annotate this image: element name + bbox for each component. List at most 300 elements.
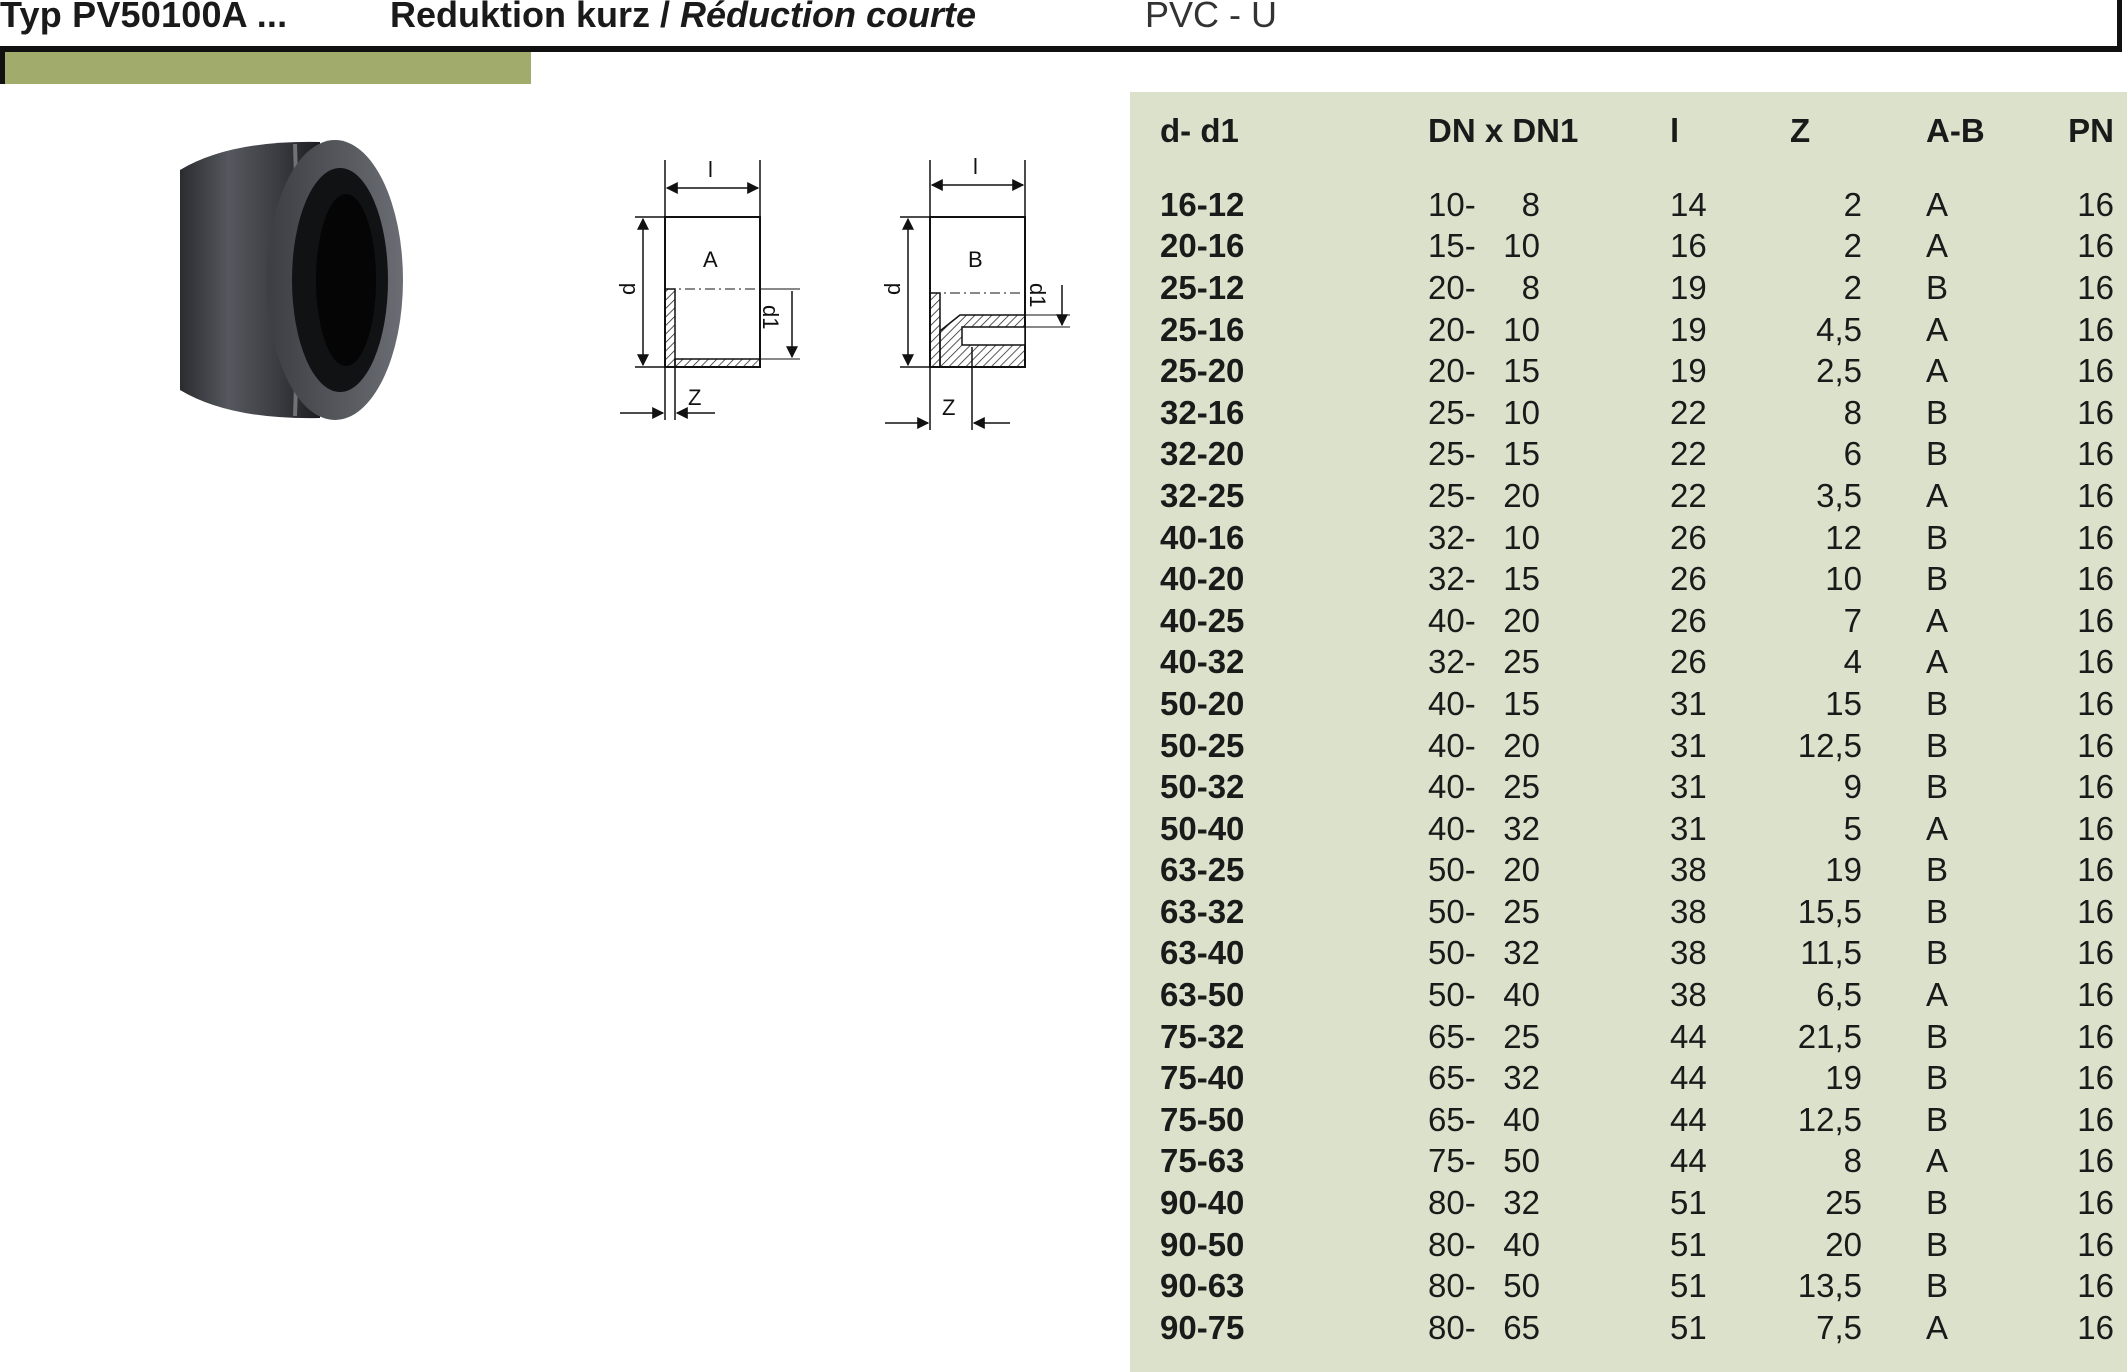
cell-pn: 16 [2077,352,2114,390]
cell-dn1: 20 [1503,726,1540,764]
cell-l: 26 [1670,643,1707,681]
cell-l: 51 [1670,1267,1707,1305]
cell-z [1790,267,1926,309]
cell-pn: 16 [2077,934,2114,972]
cell-l: 19 [1670,352,1707,390]
cell-l: 31 [1670,684,1707,722]
cell-z-value: 9 [1843,768,1862,806]
cell-l: 22 [1670,435,1707,473]
cell-a-b: B [1926,892,1949,930]
cell-a-b: B [1926,1059,1949,1097]
cell-a-b: A [1926,185,1949,223]
cell-d-d1: 90-40 [1160,1184,1245,1222]
cell-dn: 15- [1428,227,1476,265]
header-pn: PN [2068,112,2114,149]
table-row [1160,891,2114,933]
cell-z-value: 12 [1825,518,1862,556]
cell-pn: 16 [2077,809,2114,847]
cell-dn1: 10 [1503,518,1540,556]
cell-dn: 40- [1428,601,1476,639]
table-row [1160,600,2114,642]
cell-dn-dn1 [1428,226,1670,268]
cell-z-value: 6 [1843,435,1862,473]
cell-z-value: 2,5 [1816,352,1862,390]
cell-z-value: 4,5 [1816,310,1862,348]
cell-l: 38 [1670,976,1707,1014]
header-l: l [1670,112,1680,149]
cell-d-d1: 16-12 [1160,185,1245,223]
header-d-d1: d- d1 [1160,112,1239,149]
cell-dn-dn1 [1428,1141,1670,1183]
table-row [1160,933,2114,975]
cell-a-b: B [1926,1100,1949,1138]
cell-dn1: 20 [1503,476,1540,514]
cell-a-b: B [1926,435,1949,473]
cell-pn: 16 [2077,185,2114,223]
cell-l: 51 [1670,1308,1707,1346]
cell-dn-dn1 [1428,350,1670,392]
cell-a-b: A [1926,1308,1949,1346]
table-row [1160,1224,2114,1266]
table-row [1160,1057,2114,1099]
cell-a-b: B [1926,1225,1949,1263]
cell-dn: 40- [1428,726,1476,764]
cell-pn: 16 [2077,393,2114,431]
cell-pn: 16 [2077,684,2114,722]
cell-dn: 80- [1428,1308,1476,1346]
cell-pn: 16 [2077,518,2114,556]
cell-dn: 65- [1428,1059,1476,1097]
cell-l: 51 [1670,1225,1707,1263]
cell-a-b: B [1926,1184,1949,1222]
cell-z [1790,1265,1926,1307]
cell-a-b: B [1926,726,1949,764]
cell-l: 38 [1670,892,1707,930]
cell-d-d1: 25-16 [1160,310,1245,348]
cell-z-value: 8 [1843,393,1862,431]
cell-dn-dn1 [1428,600,1670,642]
cell-dn1: 32 [1503,809,1540,847]
cell-pn: 16 [2077,435,2114,473]
cell-dn: 25- [1428,393,1476,431]
cell-z [1790,891,1926,933]
cell-dn-dn1 [1428,891,1670,933]
cell-dn: 65- [1428,1100,1476,1138]
cell-d-d1: 25-20 [1160,352,1245,390]
table-row [1160,974,2114,1016]
cell-dn1: 40 [1503,1100,1540,1138]
cell-z-value: 21,5 [1797,1017,1862,1055]
cell-pn: 16 [2077,1100,2114,1138]
cell-d-d1: 20-16 [1160,227,1245,265]
cell-dn-dn1 [1428,1182,1670,1224]
cell-z [1790,1099,1926,1141]
cell-dn: 20- [1428,268,1476,306]
cell-a-b: B [1926,768,1949,806]
cell-dn1: 50 [1503,1142,1540,1180]
cell-a-b: A [1926,601,1949,639]
cell-z-value: 3,5 [1816,476,1862,514]
drawing-a-dim-d1: d1 [758,305,783,330]
cell-dn-dn1 [1428,1016,1670,1058]
cell-a-b: A [1926,227,1949,265]
cell-d-d1: 63-40 [1160,934,1245,972]
cell-z [1790,600,1926,642]
cell-dn1: 25 [1503,1017,1540,1055]
cell-dn-dn1 [1428,392,1670,434]
product-photo [160,130,420,430]
accent-bar [5,52,531,84]
title-french: Réduction courte [680,0,977,35]
header-z: Z [1790,112,1811,149]
cell-z-value: 20 [1825,1225,1862,1263]
cell-dn-dn1 [1428,850,1670,892]
cell-z-value: 15 [1825,684,1862,722]
cell-z [1790,1057,1926,1099]
cell-pn: 16 [2077,268,2114,306]
cell-dn: 80- [1428,1225,1476,1263]
cell-pn: 16 [2077,1017,2114,1055]
cell-pn: 16 [2077,1225,2114,1263]
cell-l: 22 [1670,476,1707,514]
table-row [1160,558,2114,600]
table-row [1160,850,2114,892]
cell-pn: 16 [2077,851,2114,889]
cell-z [1790,226,1926,268]
cell-d-d1: 32-16 [1160,393,1245,431]
cell-dn-dn1 [1428,517,1670,559]
cell-pn: 16 [2077,643,2114,681]
cell-dn1: 10 [1503,310,1540,348]
cell-pn: 16 [2077,726,2114,764]
cell-l: 31 [1670,768,1707,806]
cell-z [1790,558,1926,600]
drawing-variant-b [880,155,1110,440]
cell-pn: 16 [2077,976,2114,1014]
cell-dn: 80- [1428,1267,1476,1305]
cell-dn1: 10 [1503,393,1540,431]
cell-d-d1: 50-40 [1160,809,1245,847]
cell-z [1790,1224,1926,1266]
cell-z-value: 5 [1843,809,1862,847]
table-row [1160,642,2114,684]
cell-d-d1: 40-32 [1160,643,1245,681]
cell-dn1: 32 [1503,1184,1540,1222]
cell-dn: 80- [1428,1184,1476,1222]
table-row [1160,475,2114,517]
cell-dn1: 15 [1503,352,1540,390]
cell-d-d1: 75-40 [1160,1059,1245,1097]
cell-dn-dn1 [1428,1307,1670,1349]
cell-dn: 65- [1428,1017,1476,1055]
cell-z [1790,642,1926,684]
cell-z-value: 4 [1843,643,1862,681]
cell-dn: 40- [1428,768,1476,806]
cell-d-d1: 40-25 [1160,601,1245,639]
cell-z [1790,309,1926,351]
table-row [1160,517,2114,559]
cell-z-value: 8 [1843,1142,1862,1180]
cell-dn-dn1 [1428,184,1670,226]
cell-dn: 32- [1428,643,1476,681]
cell-dn: 25- [1428,435,1476,473]
cell-z-value: 7,5 [1816,1308,1862,1346]
cell-z-value: 25 [1825,1184,1862,1222]
cell-l: 31 [1670,726,1707,764]
cell-l: 38 [1670,851,1707,889]
cell-dn1: 20 [1503,851,1540,889]
cell-z-value: 12,5 [1797,726,1862,764]
cell-z [1790,1307,1926,1349]
cell-z-value: 2 [1843,227,1862,265]
cell-d-d1: 50-32 [1160,768,1245,806]
cell-a-b: A [1926,476,1949,514]
cell-dn1: 10 [1503,227,1540,265]
cell-a-b: A [1926,1142,1949,1180]
cell-dn-dn1 [1428,642,1670,684]
cell-dn: 25- [1428,476,1476,514]
header-dn-dn1: DN x DN1 [1428,112,1579,149]
cell-z-value: 19 [1825,851,1862,889]
cell-z [1790,1182,1926,1224]
cell-a-b: A [1926,352,1949,390]
cell-dn1: 25 [1503,768,1540,806]
cell-z-value: 2 [1843,185,1862,223]
drawing-a-dim-z: Z [688,385,702,410]
cell-pn: 16 [2077,476,2114,514]
cell-z [1790,1141,1926,1183]
cell-dn-dn1 [1428,808,1670,850]
header-a-b: A-B [1926,112,1985,149]
cell-pn: 16 [2077,768,2114,806]
cell-z [1790,808,1926,850]
material-label: PVC - U [1145,0,1278,35]
drawing-variant-a [615,155,845,440]
cell-dn1: 8 [1521,268,1540,306]
cell-dn1: 8 [1521,185,1540,223]
drawing-b-label: B [968,247,983,272]
cell-a-b: A [1926,809,1949,847]
cell-dn1: 32 [1503,1059,1540,1097]
table-row [1160,1099,2114,1141]
table-row [1160,766,2114,808]
cell-d-d1: 90-50 [1160,1225,1245,1263]
cell-d-d1: 75-63 [1160,1142,1245,1180]
cell-z [1790,1016,1926,1058]
cell-dn1: 50 [1503,1267,1540,1305]
cell-dn-dn1 [1428,267,1670,309]
cell-a-b: A [1926,310,1949,348]
cell-dn: 20- [1428,310,1476,348]
cell-dn-dn1 [1428,1224,1670,1266]
drawing-b-dim-d1: d1 [1025,283,1050,308]
cell-d-d1: 32-20 [1160,435,1245,473]
cell-d-d1: 75-50 [1160,1100,1245,1138]
cell-d-d1: 25-12 [1160,268,1245,306]
cell-dn1: 40 [1503,1225,1540,1263]
cell-a-b: A [1926,643,1949,681]
cell-dn1: 25 [1503,892,1540,930]
cell-dn: 50- [1428,976,1476,1014]
table-body [1160,184,2114,1349]
drawing-a-label: A [703,247,718,272]
cell-dn: 10- [1428,185,1476,223]
cell-l: 44 [1670,1059,1707,1097]
cell-d-d1: 75-32 [1160,1017,1245,1055]
cell-z-value: 10 [1825,560,1862,598]
cell-z-value: 2 [1843,268,1862,306]
cell-z [1790,683,1926,725]
cell-dn: 32- [1428,518,1476,556]
type-code: Typ PV50100A ... [0,0,288,35]
cell-dn1: 65 [1503,1308,1540,1346]
cell-dn-dn1 [1428,309,1670,351]
cell-d-d1: 40-16 [1160,518,1245,556]
table-row [1160,184,2114,226]
cell-dn: 50- [1428,934,1476,972]
table-row [1160,1141,2114,1183]
cell-dn1: 40 [1503,976,1540,1014]
table-row [1160,808,2114,850]
cell-dn: 50- [1428,892,1476,930]
cell-z [1790,766,1926,808]
cell-dn1: 32 [1503,934,1540,972]
cell-a-b: B [1926,934,1949,972]
title-german: Reduktion kurz / [390,0,681,35]
cell-dn-dn1 [1428,434,1670,476]
table-row [1160,267,2114,309]
cell-dn: 50- [1428,851,1476,889]
cell-dn-dn1 [1428,1099,1670,1141]
header-rule-right-tick [2117,0,2122,52]
cell-d-d1: 40-20 [1160,560,1245,598]
cell-pn: 16 [2077,1184,2114,1222]
cell-z [1790,350,1926,392]
cell-a-b: B [1926,518,1949,556]
cell-z [1790,725,1926,767]
cell-pn: 16 [2077,601,2114,639]
cell-dn: 40- [1428,809,1476,847]
cell-d-d1: 63-50 [1160,976,1245,1014]
cell-a-b: B [1926,1017,1949,1055]
cell-d-d1: 90-63 [1160,1267,1245,1305]
cell-pn: 16 [2077,1142,2114,1180]
cell-z [1790,517,1926,559]
cell-dn-dn1 [1428,1057,1670,1099]
cell-z-value: 12,5 [1797,1100,1862,1138]
cell-a-b: B [1926,393,1949,431]
cell-a-b: B [1926,1267,1949,1305]
product-title [390,0,976,36]
table-row [1160,309,2114,351]
cell-d-d1: 90-75 [1160,1308,1245,1346]
cell-dn-dn1 [1428,974,1670,1016]
cell-z-value: 6,5 [1816,976,1862,1014]
table-row [1160,1265,2114,1307]
cell-a-b: B [1926,560,1949,598]
cell-l: 19 [1670,268,1707,306]
cell-z [1790,184,1926,226]
cell-l: 26 [1670,601,1707,639]
cell-l: 26 [1670,560,1707,598]
cell-dn: 75- [1428,1142,1476,1180]
cell-dn-dn1 [1428,558,1670,600]
cell-d-d1: 50-20 [1160,684,1245,722]
drawing-a-dim-d: d [615,282,640,295]
drawing-b-dim-z: Z [942,395,956,420]
cell-dn1: 15 [1503,684,1540,722]
cell-l: 16 [1670,227,1707,265]
table-row [1160,434,2114,476]
cell-dn1: 25 [1503,643,1540,681]
cell-pn: 16 [2077,1308,2114,1346]
cell-l: 38 [1670,934,1707,972]
cell-pn: 16 [2077,227,2114,265]
cell-dn1: 15 [1503,435,1540,473]
table-row [1160,392,2114,434]
cell-d-d1: 63-32 [1160,892,1245,930]
cell-pn: 16 [2077,1267,2114,1305]
cell-l: 22 [1670,393,1707,431]
cell-z [1790,933,1926,975]
cell-dn-dn1 [1428,475,1670,517]
cell-pn: 16 [2077,1059,2114,1097]
cell-a-b: B [1926,268,1949,306]
cell-l: 31 [1670,809,1707,847]
cell-z [1790,974,1926,1016]
cell-d-d1: 32-25 [1160,476,1245,514]
cell-z [1790,850,1926,892]
cell-d-d1: 63-25 [1160,851,1245,889]
drawing-b-dim-d: d [880,282,905,295]
dimension-table [1160,112,2114,1349]
table-row [1160,1307,2114,1349]
cell-z-value: 15,5 [1797,892,1862,930]
cell-pn: 16 [2077,892,2114,930]
cell-dn-dn1 [1428,1265,1670,1307]
table-row [1160,226,2114,268]
cell-a-b: B [1926,851,1949,889]
table-row [1160,1016,2114,1058]
cell-l: 44 [1670,1142,1707,1180]
cell-dn: 32- [1428,560,1476,598]
cell-dn-dn1 [1428,933,1670,975]
table-row [1160,1182,2114,1224]
drawing-b-dim-l: l [973,155,978,179]
cell-d-d1: 50-25 [1160,726,1245,764]
table-row [1160,725,2114,767]
cell-z [1790,475,1926,517]
table-row [1160,350,2114,392]
cell-dn: 40- [1428,684,1476,722]
cell-z [1790,434,1926,476]
cell-dn1: 20 [1503,601,1540,639]
cell-l: 44 [1670,1017,1707,1055]
cell-z [1790,392,1926,434]
cell-l: 51 [1670,1184,1707,1222]
cell-a-b: B [1926,684,1949,722]
cell-dn-dn1 [1428,683,1670,725]
dimension-table-panel [1130,92,2127,1372]
cell-l: 44 [1670,1100,1707,1138]
cell-a-b: A [1926,976,1949,1014]
drawing-a-dim-l: l [708,157,713,182]
cell-pn: 16 [2077,310,2114,348]
cell-l: 19 [1670,310,1707,348]
cell-dn-dn1 [1428,725,1670,767]
cell-z-value: 11,5 [1800,934,1862,972]
table-row [1160,683,2114,725]
